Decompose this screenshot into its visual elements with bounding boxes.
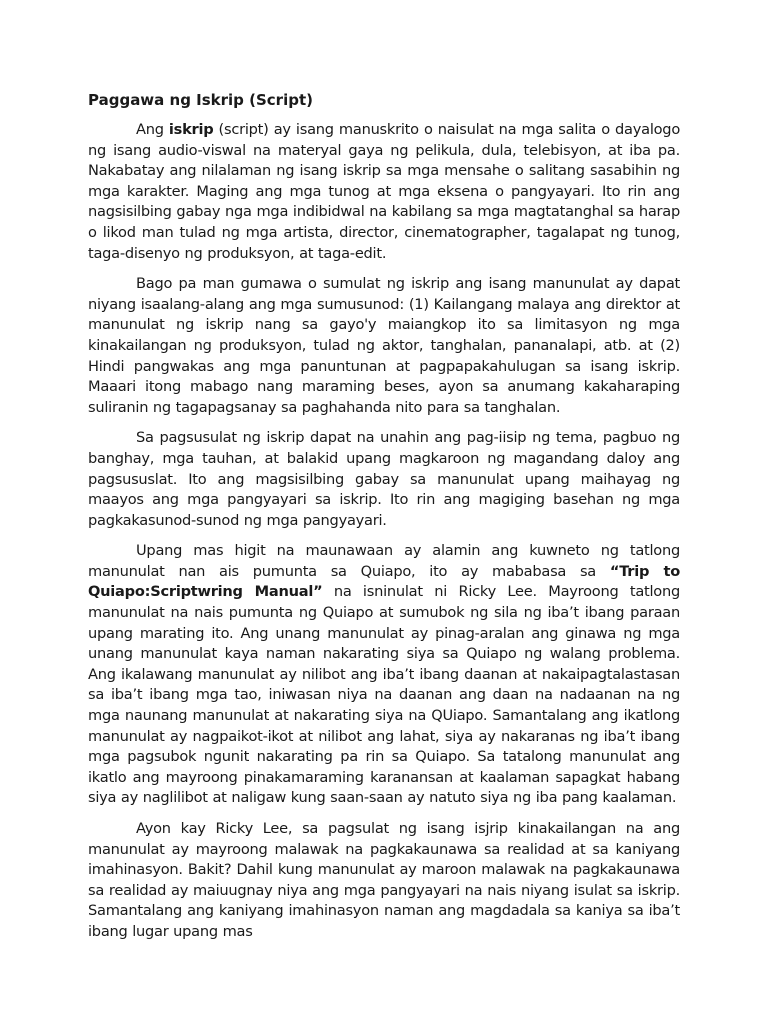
paragraph-3: Sa pagsusulat ng iskrip dapat na unahin ang pag-iisip ng tema, pagbuo ng banghay, mga tauhan, at balakid upang magkaroon ng magandang daloy ang pagsususlat. Ito ang magsisilbing gabay sa manunulat upang maihayag ng maayos ang mga pangyayari sa iskrip. Ito rin ang magiging basehan ng mga pagkakasunod-sunod ng mga pangyayari. [88,429,680,529]
document-page [88,90,680,953]
paragraph-5: Ayon kay Ricky Lee, sa pagsulat ng isang isjrip kinakailangan na ang manunulat ay mayroong malawak na pagkakaunawa sa realidad at sa kaniyang imahinasyon. Bakit? Dahil kung manunulat ay maroon malawak na pagkakaunawa sa realidad ay maiuugnay niya ang mga pangyayari na nais niyang isulat sa iskrip. Samantalang ang kaniyang imahinasyon naman ang magdadala sa kaniya sa iba’t ibang lugar upang mas [88,820,680,940]
document-title: Paggawa ng Iskrip (Script) [88,91,313,109]
paragraph-4-lead: Upang mas higit na maunawaan ay alamin ang kuwneto ng tatlong manunulat nan ais pumunta sa Quiapo, ito ay mababasa sa [88,542,680,580]
paragraph-1-lead: Ang [136,121,169,138]
term-iskrip: iskrip [168,121,214,138]
paragraph-2: Bago pa man gumawa o sumulat ng iskrip ang isang manunulat ay dapat niyang isaalang-alang ang mga sumusunod: (1) Kailangang malaya ang direktor at manunulat ng iskrip nang sa gayo'y maiangkop ito sa limitasyon ng mga kinakailangan ng produksyon, tulad ng aktor, tanghalan, pananalapi, atb. at (2) Hindi pangwakas ang mga panuntunan at pagpapakahulugan sa isang iskrip. Maaari itong mabago nang maraming beses, ayon sa anumang kakaharaping suliranin ng tagapagsanay sa paghahanda nito para sa tanghalan. [88,275,680,416]
paragraph-1 [88,120,680,264]
book-title: “Trip to Quiapo:Scriptwring Manual” [88,562,680,601]
paragraph-4 [88,541,680,809]
paragraph-4-body: na isninulat ni Ricky Lee. Mayroong tatlong manunulat na nais pumunta ng Quiapo at sumubok ng sila ng iba’t ibang paraan upang marating ito. Ang unang manunulat ay pinag-aralan ang ginawa ng mga unang manunulat kaya naman nakarating siya sa Quiapo ng walang problema. Ang ikalawang manunulat ay nilibot ang iba’t ibang daanan at nakaipagtalastasan sa iba’t ibang mga tao, iniwasan niya na daanan ang daan na nadaanan na ng mga naunang manunulat at nakarating siya na QUiapo. Samantalang ang ikatlong manunulat ay nagpaikot-ikot at nilibot ang lahat, siya ay nakaranas ng iba’t ibang mga pagsubok ngunit nakarating pa rin sa Quiapo. Sa tatalong manunulat ang ikatlo ang mayroong pinakamaraming karanansan at kaalaman sapagkat habang siya ay naglilibot at naligaw kung saan-saan ay natuto siya ng iba pang kaalaman. [88,583,680,807]
paragraph-1-body: (script) ay isang manuskrito o naisulat na mga salita o dayalogo ng isang audio-viswal na materyal gaya ng pelikula, dula, telebisyon, at iba pa. Nakabatay ang nilalaman ng isang iskrip sa mga mensahe o salitang sasabihin ng mga karakter. Maging ang mga tunog at mga eksena o pangyayari. Ito rin ang nagsisilbing gabay nga mga indibidwal na kabilang sa mga magtatanghal sa harap o likod man tulad ng mga artista, director, cinematographer, tagalapat ng tunog, taga-disenyo ng produksyon, at taga-edit. [88,121,680,262]
